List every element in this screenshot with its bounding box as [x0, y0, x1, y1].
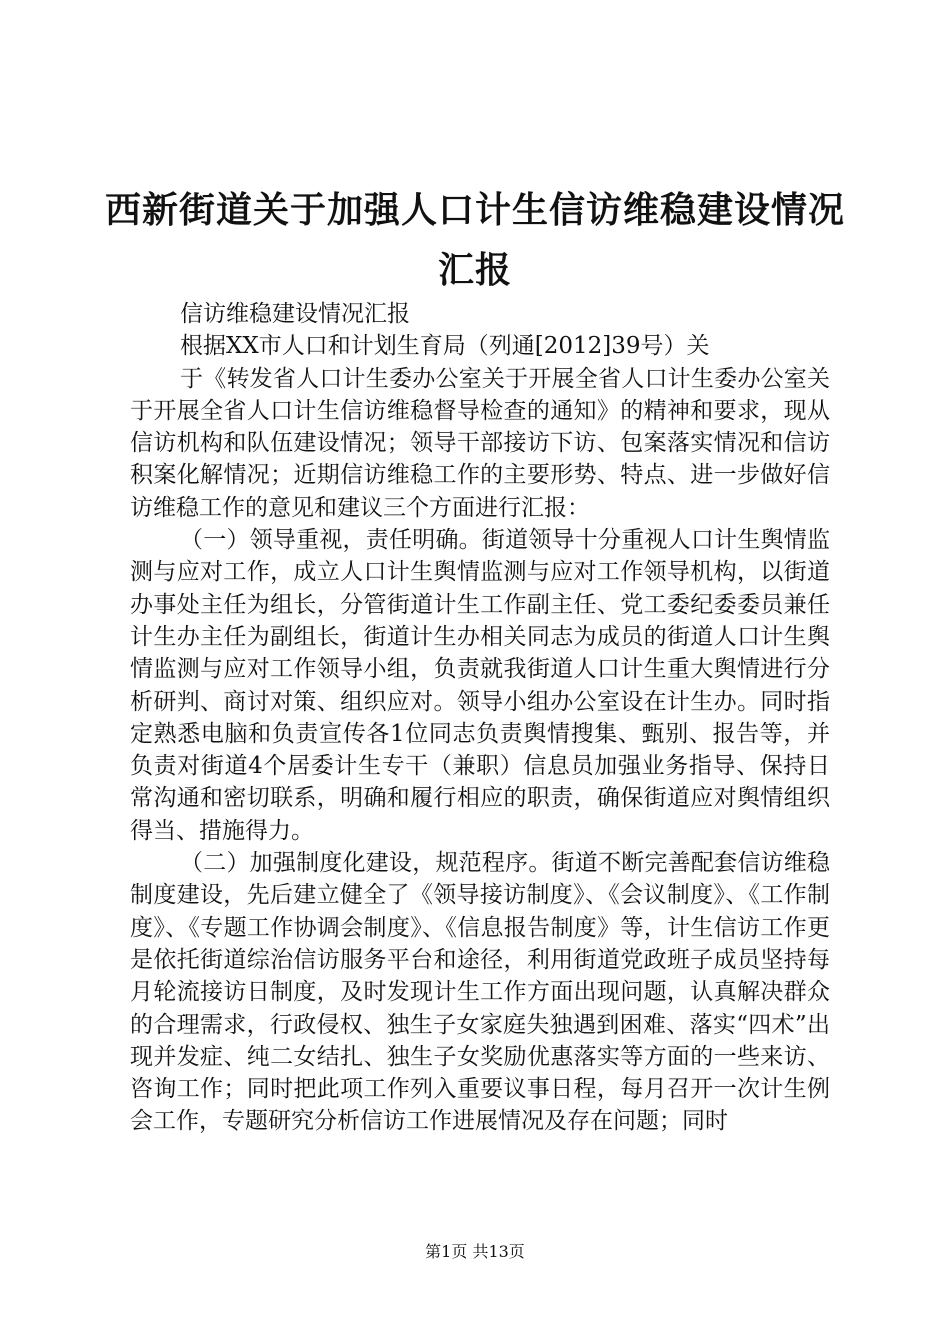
intro-paragraph: 于《转发省人口计生委办公室关于开展全省人口计生委办公室关于开展全省人口计生信访维稳督导检查的通知》的精神和要求，现从信访机构和队伍建设情况；领导干部接访下访、包案落实情况和信访积案化解情况；近期信访维稳工作的主要形势、特点、进一步做好信访维稳工作的意见和建议三个方面进行汇报：: [130, 365, 830, 521]
report-subtitle: 信访维稳建设情况汇报: [180, 301, 410, 327]
section-two-paragraph: （二）加强制度化建设，规范程序。街道不断完善配套信访维稳制度建设，先后建立健全了《领导接访制度》、《会议制度》、《工作制度》、《专题工作协调会制度》、《信息报告制度》等，计生信访工作更是依托街道综治信访服务平台和途径，利用街道党政班子成员坚持每月轮流接访日制度，及时发现计生工作方面出现问题，认真解决群众的合理需求，行政侵权、独生子女家庭失独遇到困难、落实“四术”出现并发症、纯二女结扎、独生子女奖励优惠落实等方面的一些来访、咨询工作；同时把此项工作列入重要议事日程，每月召开一次计生例会工作，专题研究分析信访工作进展情况及存在问题；同时: [130, 850, 830, 1135]
document-body: [130, 298, 830, 1138]
section-one-paragraph: （一）领导重视，责任明确。街道领导十分重视人口计生舆情监测与应对工作，成立人口计生舆情监测与应对工作领导机构，以街道办事处主任为组长，分管街道计生工作副主任、党工委纪委委员兼任计生办主任为副组长，街道计生办相关同志为成员的街道人口计生舆情监测与应对工作领导小组，负责就我街道人口计生重大舆情进行分析研判、商讨对策、组织应对。领导小组办公室设在计生办。同时指定熟悉电脑和负责宣传各1位同志负责舆情搜集、甄别、报告等，并负责对街道4个居委计生专干（兼职）信息员加强业务指导、保持日常沟通和密切联系，明确和履行相应的职责，确保街道应对舆情组织得当、措施得力。: [130, 527, 830, 844]
reference-line: 根据XX市人口和计划生育局（列通[2012]39号）关: [180, 333, 710, 360]
page-number-footer: 第1页 共13页: [425, 1242, 525, 1261]
document-title: 西新街道关于加强人口计生信访维稳建设情况汇报: [104, 189, 845, 291]
